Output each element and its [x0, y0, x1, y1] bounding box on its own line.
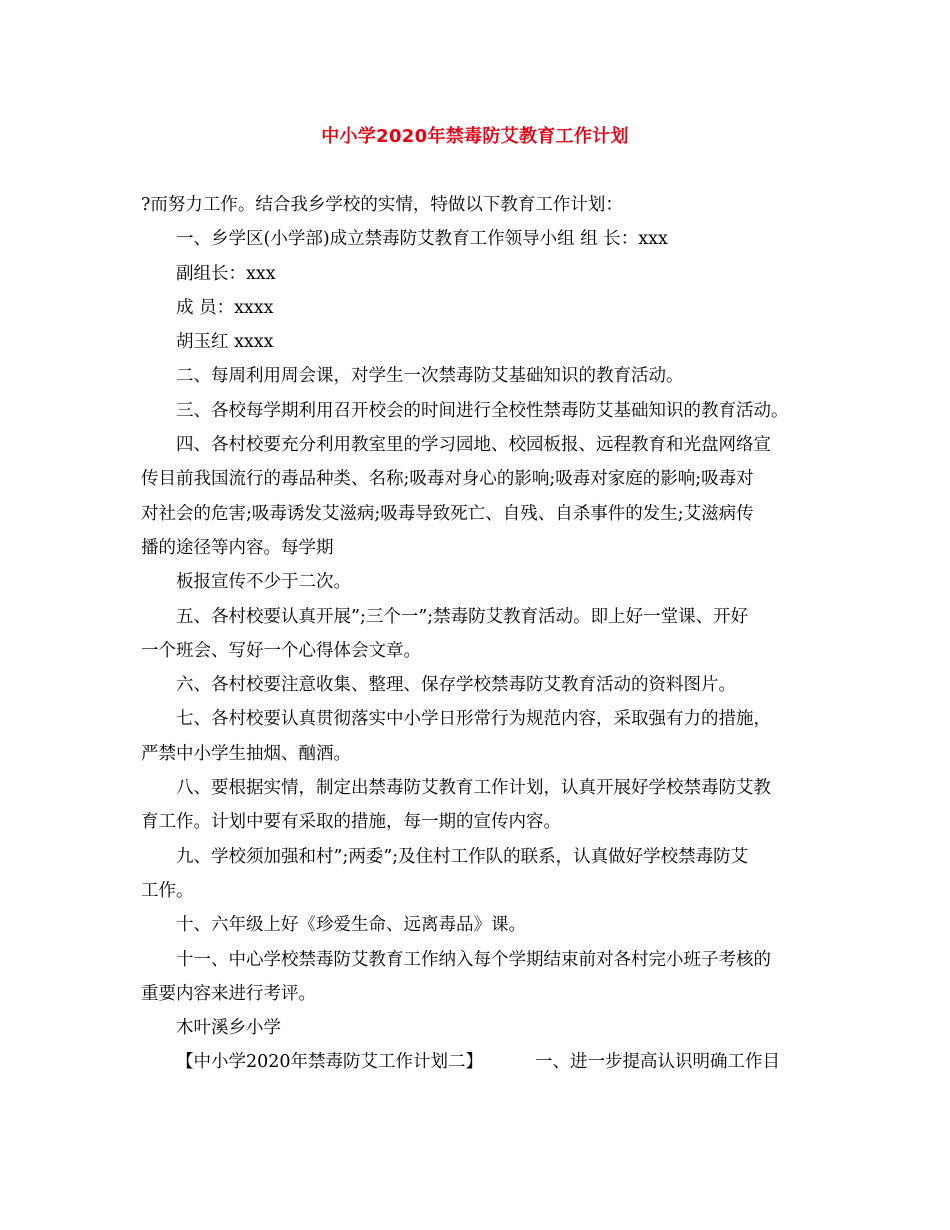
- next-section-line: [141, 1045, 821, 1079]
- body-line: 八、要根据实情，制定出禁毒防艾教育工作计划，认真开展好学校禁毒防艾教: [176, 778, 771, 799]
- body-line: 胡玉红 xxxx: [176, 332, 274, 353]
- body-line: 一、乡学区(小学部)成立禁毒防艾教育工作领导小组 组 长：xxx: [176, 229, 668, 250]
- body-line: 三、各校每学期利用召开校会的时间进行全校性禁毒防艾基础知识的教育活动。: [176, 400, 789, 421]
- body-line: 板报宣传不少于二次。: [176, 572, 351, 593]
- body-line: 一个班会、写好一个心得体会文章。: [141, 640, 421, 661]
- body-line: 对社会的危害;吸毒诱发艾滋病;吸毒导致死亡、自残、自杀事件的发生;艾滋病传: [141, 503, 754, 524]
- body-line: 工作。: [141, 880, 194, 901]
- body-line: ?而努力工作。结合我乡学校的实情，特做以下教育工作计划：: [141, 195, 623, 215]
- body-line: 七、各村校要认真贯彻落实中小学日形常行为规范内容，采取强有力的措施，: [176, 709, 771, 730]
- body-line: 成 员：xxxx: [176, 297, 274, 318]
- body-line: 六、各村校要注意收集、整理、保存学校禁毒防艾教育活动的资料图片。: [176, 675, 736, 696]
- document-title: 中小学2020年禁毒防艾教育工作计划: [321, 126, 629, 147]
- document-body: [141, 188, 821, 1080]
- body-line: 播的途径等内容。每学期: [141, 537, 334, 558]
- body-line: 传目前我国流行的毒品种类、名称;吸毒对身心的影响;吸毒对家庭的影响;吸毒对: [141, 469, 754, 490]
- next-section-heading: 【中小学2020年禁毒防艾工作计划二】: [176, 1052, 484, 1073]
- body-line: 育工作。计划中要有采取的措施，每一期的宣传内容。: [141, 812, 561, 833]
- body-line: 严禁中小学生抽烟、酗酒。: [141, 743, 351, 764]
- body-line: 副组长：xxx: [176, 263, 276, 284]
- body-line: 十、六年级上好《珍爱生命、远离毒品》课。: [176, 915, 526, 936]
- signature-line: 木叶溪乡小学: [176, 1018, 281, 1039]
- body-line: 五、各村校要认真开展”;三个一”;禁毒防艾教育活动。即上好一堂课、开好: [176, 606, 749, 627]
- body-line: 九、学校须加强和村”;两委”;及住村工作队的联系，认真做好学校禁毒防艾: [176, 846, 749, 867]
- next-section-start: 一、进一步提高认识明确工作目: [535, 1052, 781, 1073]
- body-line: 二、每周利用周会课，对学生一次禁毒防艾基础知识的教育活动。: [176, 366, 684, 387]
- body-line: 十一、中心学校禁毒防艾教育工作纳入每个学期结束前对各村完小班子考核的: [176, 949, 771, 970]
- body-line: 四、各村校要充分利用教室里的学习园地、校园板报、远程教育和光盘网络宣: [176, 435, 771, 456]
- body-line: 重要内容来进行考评。: [141, 983, 316, 1004]
